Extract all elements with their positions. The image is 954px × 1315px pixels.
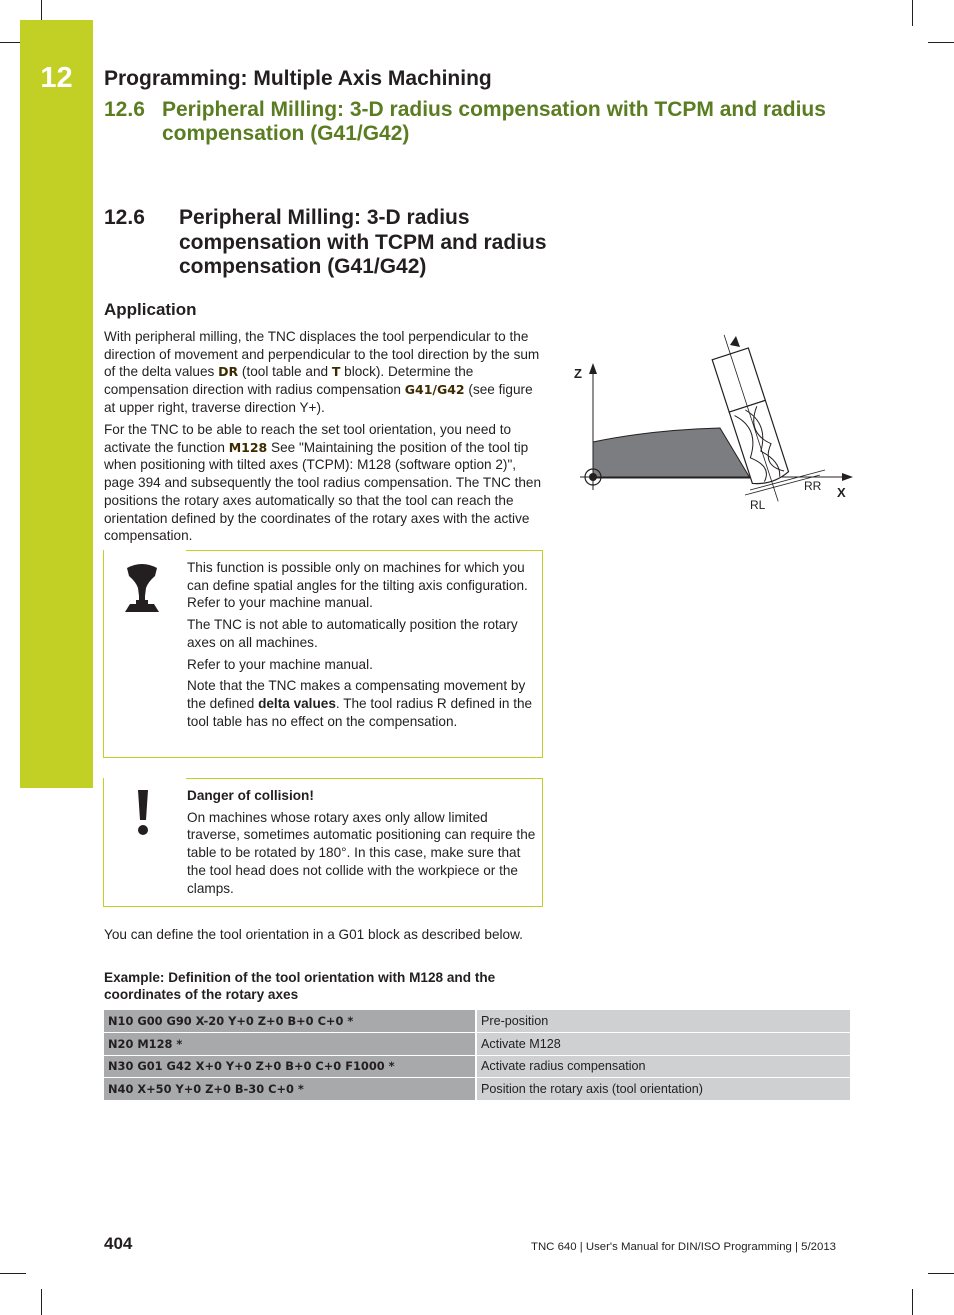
code-cell: N10 G00 G90 X-20 Y+0 Z+0 B+0 C+0 *	[104, 1010, 476, 1033]
code-cell: N30 G01 G42 X+0 Y+0 Z+0 B+0 C+0 F1000 *	[104, 1055, 476, 1078]
note-text: This function is possible only on machines for which you can define spatial angles for the tilting axis configuration. Refer to your machine manual.	[187, 560, 528, 611]
note-text: Refer to your machine manual.	[187, 656, 373, 672]
note-text	[187, 677, 539, 730]
table-row	[104, 1078, 850, 1101]
example-title: Example: Definition of the tool orientation with M128 and the coordinates of the rotary axes	[104, 970, 496, 1002]
keyword: G41/G42	[404, 382, 465, 398]
table-row	[104, 1055, 850, 1078]
chapter-number: 12	[40, 62, 73, 94]
section-title: Peripheral Milling: 3-D radius compensation with TCPM and radius compensation (G41/G42)	[179, 206, 547, 278]
desc-cell: Position the rotary axis (tool orientation)	[476, 1078, 850, 1101]
text-run: . The tool radius R defined in the tool table has no effect on the compensation.	[187, 695, 533, 729]
machine-icon	[122, 562, 162, 623]
rl-label: RL	[750, 498, 766, 512]
z-axis-label: Z	[574, 366, 582, 381]
footer-text: TNC 640 | User's Manual for DIN/ISO Programming | 5/2013	[531, 1241, 836, 1253]
exclamation-icon	[136, 790, 150, 843]
running-section-title: Peripheral Milling: 3-D radius compensation with TCPM and radius compensation (G41/G42)	[162, 98, 826, 145]
danger-note-box	[103, 778, 543, 907]
example-table	[104, 1010, 850, 1101]
text-run: See "Maintaining the position of the tool tip when positioning with tilted axes (TCPM): M128 (software option 2)", page 394 and subsequently the tool radius compensation. The TNC then positions the rotary axes automatically so that the tool can reach the orientation defined by the coordinates of the rotary axes with the active compensation.	[104, 439, 542, 544]
text-run: With peripheral milling, the TNC displaces the tool perpendicular to the direction of movement and perpendicular to the tool direction by the sum of the delta values	[104, 329, 540, 380]
page-number: 404	[104, 1234, 133, 1253]
milling-figure	[570, 330, 860, 525]
keyword: T	[331, 364, 341, 380]
crop-mark	[928, 1273, 954, 1274]
note-top-rule	[186, 778, 543, 779]
application-paragraph-2	[104, 421, 544, 545]
text-run: Note that the TNC makes a compensating movement by the defined	[187, 678, 526, 711]
desc-cell: Pre-position	[476, 1010, 850, 1033]
section-heading	[104, 206, 564, 280]
running-section-number: 12.6	[104, 98, 145, 121]
crop-mark	[928, 42, 954, 43]
section-number: 12.6	[104, 206, 145, 229]
code-cell: N40 X+50 Y+0 Z+0 B-30 C+0 *	[104, 1078, 476, 1101]
text-run: (tool table and	[238, 364, 332, 380]
x-axis-label: X	[837, 485, 846, 500]
application-paragraph-1	[104, 328, 544, 417]
keyword: DR	[218, 364, 239, 380]
desc-cell: Activate radius compensation	[476, 1055, 850, 1078]
danger-title: Danger of collision!	[187, 788, 314, 803]
machine-note-box	[103, 550, 543, 758]
text-run: (see figure at upper right, traverse direction Y+).	[104, 382, 533, 415]
table-row	[104, 1033, 850, 1056]
paragraph-3: You can define the tool orientation in a G01 block as described below.	[104, 927, 523, 942]
code-cell: N20 M128 *	[104, 1033, 476, 1056]
keyword: M128	[228, 439, 268, 455]
bold-term: delta values	[258, 695, 336, 711]
crop-mark	[41, 1289, 42, 1315]
chapter-tab	[20, 20, 93, 788]
table-row	[104, 1010, 850, 1033]
desc-cell: Activate M128	[476, 1033, 850, 1056]
danger-note-content	[187, 787, 539, 901]
crop-mark	[912, 0, 913, 26]
rr-label: RR	[804, 479, 822, 493]
note-text: The TNC is not able to automatically position the rotary axes on all machines.	[187, 617, 518, 650]
application-heading: Application	[104, 300, 197, 319]
running-section-header	[104, 98, 844, 146]
chapter-title: Programming: Multiple Axis Machining	[104, 67, 492, 90]
text-run: For the TNC to be able to reach the set tool orientation, you need to activate the function	[104, 422, 512, 455]
text-run: block). Determine the compensation direction with radius compensation	[104, 364, 474, 398]
crop-mark	[0, 1273, 26, 1274]
crop-mark	[912, 1289, 913, 1315]
danger-text: On machines whose rotary axes only allow limited traverse, sometimes automatic positioning can require the table to be rotated by 180°. In this case, make sure that the tool head does not collide with the workpiece or the clamps.	[187, 809, 536, 896]
note-top-rule	[186, 550, 543, 551]
machine-note-content	[187, 559, 539, 734]
